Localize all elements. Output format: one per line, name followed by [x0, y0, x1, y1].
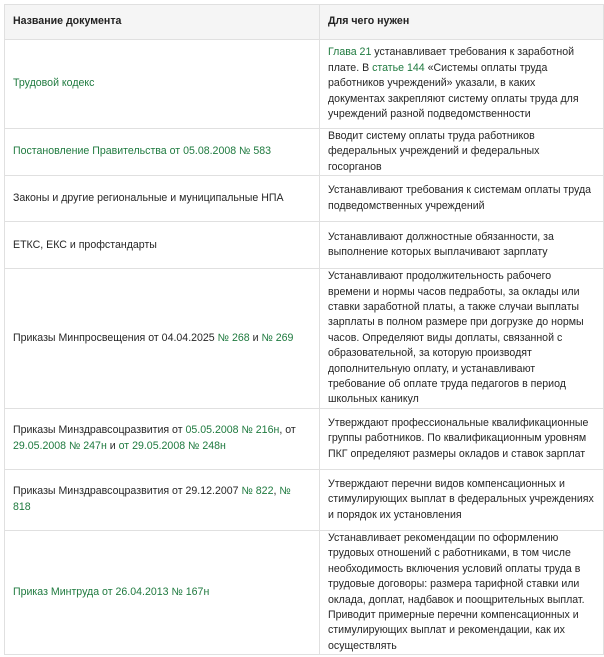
purpose-cell [320, 222, 604, 269]
documents-table [4, 4, 604, 655]
doc-link-order-269[interactable]: № 269 [261, 331, 294, 344]
doc-text: Приказы Минздравсоцразвития от 29.12.2007 [13, 485, 242, 498]
doc-link-order-167n[interactable]: Приказ Минтруда от 26.04.2013 № 167н [13, 585, 210, 598]
purpose-cell [320, 530, 604, 654]
purpose-cell [320, 176, 604, 222]
purpose-text: Устанавливают должностные обязанности, за выполнение которых выплачивают зарплату [328, 230, 554, 259]
doc-link-order-268[interactable]: № 268 [217, 331, 250, 344]
doc-text: Приказы Минздравсоцразвития от [13, 424, 186, 437]
table-row [5, 176, 604, 222]
purpose-text: Утверждают профессиональные квалификационные группы работников. По квалификационным уровням ПКГ определяют размеры окладов и ставок зарплат [328, 416, 589, 460]
purpose-text: Утверждают перечни видов компенсационных и стимулирующих выплат в федеральных учреждениях и порядок их установления [328, 477, 594, 521]
purpose-cell [320, 408, 604, 469]
purpose-cell [320, 40, 604, 129]
doc-text: ЕТКС, ЕКС и профстандарты [13, 238, 157, 251]
purpose-text: Устанавливают продолжительность рабочего времени и нормы часов педработы, за оклады или ставки заработной платы, а также случаи выплаты зарплаты в полном размере при догрузке до нормы часов. Определяют виды доплаты, связанной с образовательной, за которую производят дополнительную оплату, и устанавливают требование об оплате труда педагогов в период школьных каникул [328, 270, 584, 406]
doc-cell [5, 269, 320, 409]
doc-link-order-247n[interactable]: 29.05.2008 № 247н [13, 439, 107, 452]
doc-cell [5, 176, 320, 222]
header-purpose: Для чего нужен [320, 5, 604, 40]
table-row [5, 408, 604, 469]
doc-text: , [273, 485, 280, 498]
doc-cell [5, 469, 320, 530]
purpose-cell [320, 269, 604, 409]
link-chapter-21[interactable]: Глава 21 [328, 46, 372, 59]
table-row [5, 222, 604, 269]
doc-cell [5, 129, 320, 176]
purpose-text: Вводит систему оплаты труда работников федеральных учреждений и федеральных госорганов [328, 130, 540, 173]
doc-text: Приказы Минпросвещения от 04.04.2025 [13, 331, 218, 344]
doc-cell [5, 408, 320, 469]
doc-cell [5, 222, 320, 269]
doc-link-order-822[interactable]: № 822 [241, 485, 274, 498]
doc-text: Законы и другие региональные и муниципальные НПА [13, 192, 284, 205]
table-header-row [5, 5, 604, 40]
doc-link-labor-code[interactable]: Трудовой кодекс [13, 77, 95, 90]
purpose-text: Устанавливает рекомендации по оформлению трудовых отношений с работниками, в том числе необходимость включения условий оплаты труда в трудовые договоры: размера тарифной ставки или оклада, доплат, надбавок и поощрительных выплат. Приводит примерные перечни компенсационных и стимулирующих выплат и рекомендации, как их осуществлять [328, 531, 585, 652]
doc-text: , от [279, 424, 296, 437]
header-document-name: Название документа [5, 5, 320, 40]
purpose-text: устанавливает требования к заработной плате. В [328, 46, 575, 74]
table-row [5, 269, 604, 409]
link-article-144[interactable]: статье 144 [372, 61, 425, 74]
table-row [5, 40, 604, 129]
purpose-cell [320, 129, 604, 176]
purpose-cell [320, 469, 604, 530]
doc-link-order-818[interactable]: № 818 [13, 485, 291, 513]
purpose-text: «Системы оплаты труда работников учреждений» указали, в каких документах закрепляют систему оплаты труда для учреждений разной подведомственности [328, 61, 579, 121]
doc-cell [5, 530, 320, 654]
table-row [5, 469, 604, 530]
table-row [5, 530, 604, 654]
doc-text: и [106, 439, 119, 452]
doc-link-order-248n[interactable]: от 29.05.2008 № 248н [118, 439, 226, 452]
doc-link-resolution-583[interactable]: Постановление Правительства от 05.08.2008 № 583 [13, 145, 272, 158]
doc-link-order-216n[interactable]: 05.05.2008 № 216н [185, 424, 280, 437]
doc-cell [5, 40, 320, 129]
purpose-text: Устанавливают требования к системам оплаты труда подведомственных учреждений [328, 184, 592, 212]
table-row [5, 129, 604, 176]
doc-text: и [249, 331, 262, 344]
